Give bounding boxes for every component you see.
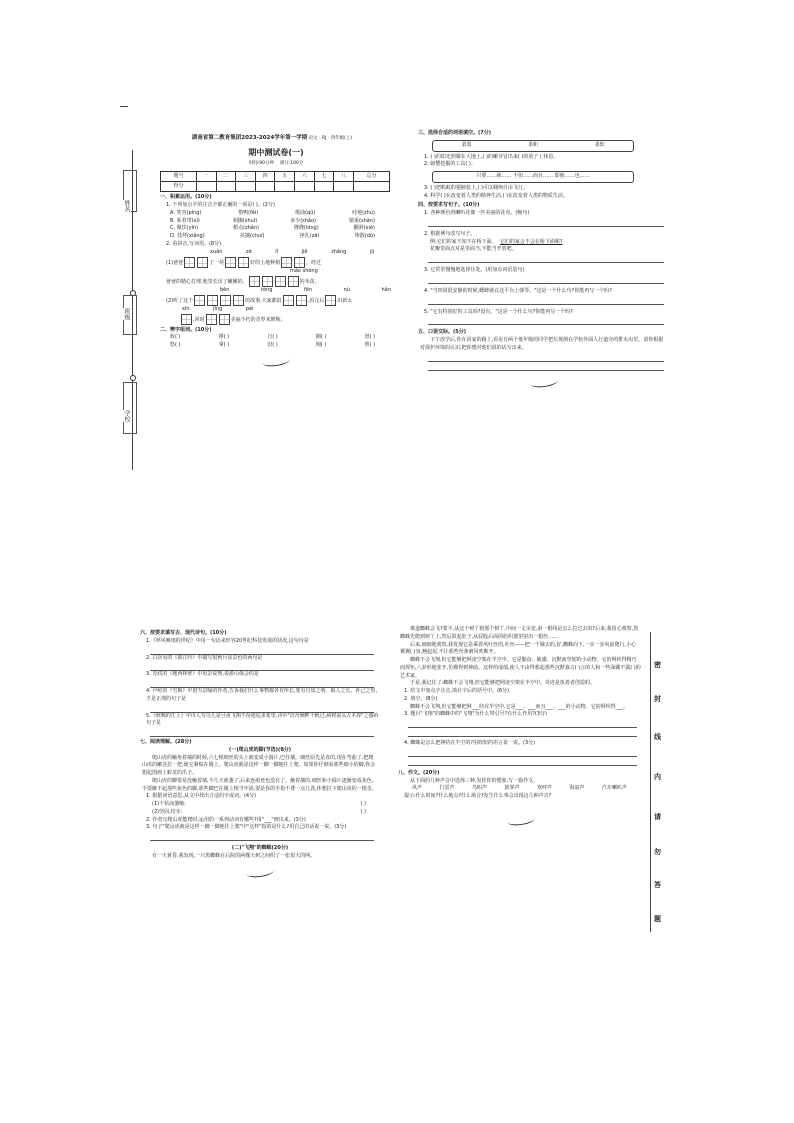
seal-char: 内 <box>654 773 661 781</box>
section-heading: 三、选择合适的词语填空。(7分) <box>418 130 492 136</box>
question: 1.《呼风唤雨的世纪》中用一句话来形容20世纪科技发展的状况,这句诗是 <box>146 637 309 644</box>
fill-line: 爸爸的精心打理,地里长出了嫩嫩的、 的禾苗。 <box>166 276 392 287</box>
passage-paragraph: 蜘蛛不会飞翔,但它能够把网凌空架在半空中。它是勤奋、敏感、沉默而坚韧的小动物。它的网织得精巧而规矩,八卦形地张开,仿佛得到神助。这样的成绩,使人不由得想起那些沉默寡言( )言的人和一些深藏不露( )的艺术家。 <box>400 657 641 679</box>
question: 4. 科学( )在改变着人类的精神生活,( )在改变着人类的物质生活。 <box>424 192 568 199</box>
question: 2. 白居易的《暮江吟》中描写很秋月夜景色的两句是 <box>146 654 263 661</box>
question: 2. 看拼音,写词语。(8分) <box>166 240 222 247</box>
option-row: A. 笑容(píng) 惜鸭(fěi) 歌曲(qū) 哇地(zhú) <box>170 209 375 216</box>
answer-line <box>408 728 637 737</box>
question: 1. ( )的阳光照耀在大地上,( )的嫩芽冒出来( )的放子上休息。 <box>424 153 559 160</box>
answer-line <box>150 832 374 841</box>
sub-question: (2)坚固,结实: ( ) <box>152 808 366 815</box>
question: 3. 句子"爬山虎就是这样一脚一脚地往上爬"中"这样"指的是什么?用自己的话说一说。(3分) <box>146 824 347 831</box>
page-3 <box>140 628 380 1043</box>
question-text: 下午放学后,你在回家的路上,看见有两个低年级的同学把垃圾倒在学校外面人行道旁的排水沟里。请你根据对保护环境的认识,把你想对他们说的话写出来。 <box>420 337 664 351</box>
name-label: 姓名 <box>123 200 130 212</box>
question: 5. "它有特别好的工具吗?没有。"这是一个什么句?你能再写一个吗? <box>424 308 573 315</box>
pinyin-line: máo shèng <box>290 268 318 275</box>
answer-line <box>428 316 664 325</box>
exam-meta: 时间:90分钟 满分:100分 <box>248 161 304 167</box>
question: 3. ( )把蚂蚁的翅膀装上,( )可以翱翔自由飞行。 <box>424 184 528 191</box>
option-row: D. 技拜(xiǎng) 抗擒(chuí) 挣扎(zā) 惨散(dū) <box>170 233 375 240</box>
passage-title: (二)"飞翔"的蜘蛛(20分) <box>231 845 289 851</box>
fill-line: (2)听了这个 的故事,大家都很 ,看完后 出新太 <box>166 295 392 306</box>
section-heading: 八、作文。(20分) <box>398 769 440 776</box>
class-label: 班级 <box>123 308 130 320</box>
answer-line <box>428 254 664 263</box>
question: 3. 题目"飞翔"的蜘蛛中的"飞翔"为什么带引号?有什么作用?(3分) <box>404 711 547 718</box>
composition-prompt: 从下面的几种声音中选择三种,发挥你的想象,写一篇作文。 <box>410 777 539 784</box>
passage-title: (一)爬山虎的脚(节选)(8分) <box>228 746 292 753</box>
question: 2. 作者写爬山虎能爬时,运用的一系列动词有哪些?用"___"画出来。(3分) <box>146 816 306 823</box>
question: 1. 根据词语意思,从文中找出合适的字或词。(4分) <box>146 793 257 800</box>
section-heading: 六、按要求填写古、现代诗句。(10分) <box>140 630 227 636</box>
passage-paragraph: 爬山虎的触角着墙的时候,六七根细丝的头上就变成小圆片,巴住墙。细丝原先是直的,现在弯曲了,把爬山虎的嫩茎拉一把,使它紧贴在墙上。爬山虎就是这样一脚一脚地往上爬。如果你仔细看那些细小的脚,你会想起图画上蛟龙的爪子。 <box>142 754 376 776</box>
option-row: B. 系着带(xì) 相挪(shuǐ) 多少(shǎo) 镇重(shān) <box>170 217 375 224</box>
section-heading: 七、阅读理解。(28分) <box>140 739 192 745</box>
question: 3. 它常常慢慢地选择住处。(用加点词语造句) <box>424 267 525 273</box>
answer-line <box>150 646 374 655</box>
question: 3. 苏轼的《题西林壁》中用景说理,说游山体会的是 <box>146 671 259 678</box>
section-heading: 四、按要求写句子。(10分) <box>418 202 480 209</box>
page-2 <box>418 128 670 498</box>
seal-line <box>650 632 651 932</box>
fill-line: (1)爸爸 了一块 好的土地种植 。经过 <box>166 257 392 268</box>
question: 2. 根据例句改写句子。 <box>424 230 476 237</box>
section-heading: 一、积累运用。(10分) <box>160 194 212 201</box>
page-1 <box>160 134 392 492</box>
answer-line <box>408 757 637 766</box>
word-choices: 只要……就…… 不但……而且…… 即使……也…… <box>432 171 634 183</box>
binding-hole <box>130 375 136 381</box>
page-mark <box>529 375 558 389</box>
exam-header: 湖南省第二教育集团2023-2024学年第一学期 语文 · RJ · 四年级(上) <box>191 135 353 141</box>
page-mark <box>261 354 290 368</box>
seal-char: 请 <box>654 813 661 821</box>
seal-char: 密 <box>654 661 661 669</box>
answer-line <box>428 296 664 305</box>
passage-paragraph: 有一天黄昏,我发现,一只黑蜘蛛在后院的两棵大树之间织了一张很大的网。 <box>152 852 316 859</box>
answer-line <box>150 704 374 713</box>
seal-strip <box>645 632 665 932</box>
seal-char: 答 <box>654 881 661 889</box>
answer-line <box>428 275 664 284</box>
answer-line <box>428 218 664 227</box>
example-text: 例:它们的家不知不在桥下面。 它们的家会不会在桥下面呢? <box>430 238 563 245</box>
exam-title: 期中测试卷(一) <box>248 147 304 157</box>
pinyin-line: bēn téng fēn nù hǎn <box>220 287 391 294</box>
answer-line <box>428 362 664 371</box>
sub-question: (1)干枯而萎缩: ( ) <box>152 801 366 807</box>
answer-line <box>150 728 374 737</box>
answer-line <box>150 679 374 688</box>
question: 4. 卢纶的《雪梅》中借雪景喻的作者,告诉我们什么事物都各有所长,要有自知之明。取人之长、补己之短,才是正理的句子是 <box>146 688 378 702</box>
passage-paragraph: 爬山虎的脚要是没触着墙,不几天就萎了,后来连痕迹也没有了。触着墙的,细丝和小圆片逐渐变成灰色。不要瞧不起那些灰色的脚,那些脚巴在墙上相当牢固,要是你的手指不费一点儿劲,休想拉下爬山虎的一根茎。 <box>142 777 377 792</box>
question: 2. 螃蟹挖掘的工具( )。 <box>424 161 476 168</box>
seal-char: 题 <box>654 915 661 923</box>
question: 4. 蜘蛛是怎么把网结在半空的?用简短的语言说一说。(3分) <box>404 740 536 746</box>
seal-char: 勿 <box>654 848 661 856</box>
score-table: 题号 一 二 三 四 五 六 七 八 总分 得分 <box>160 171 390 192</box>
answer-line <box>408 748 637 757</box>
fill-in-text: 蜘蛛不会飞翔,但它能够把网___结在半空中,它是___、___而且___、___的小动物。它的网织得___。 <box>410 703 629 710</box>
word-choices: 柔弱 柔和 柔软 <box>432 140 634 152</box>
page-mark <box>506 813 535 827</box>
word-row: 悠( ) 拿( ) 旧( ) 刚( ) 帮( ) <box>170 342 375 349</box>
seal-char: 线 <box>654 733 661 741</box>
school-box <box>123 382 137 434</box>
word-row: 攸( ) 撑( ) 日( ) 捌( ) 怒( ) <box>170 334 375 341</box>
passage-paragraph: 于是,我记住了:蜘蛛不会飞翔,但它能够把网凌空架在半空中。奇迹是执着者创造的。 <box>410 680 595 687</box>
pinyin-line: xuǎn zé lǐ jiě zhǎng jū <box>210 248 375 255</box>
page-mark <box>245 865 274 879</box>
passage-paragraph: 难道蜘蛛会飞?要不,从这个树丫到那个树丫,中间一丈余宽,第一根线是怎么拉过去的?后来,我留心观察,黑蜘蛛先爬到树丫上,然后鼓起肚子,从屁股后面的纺织器里射出一根丝…… <box>400 626 639 640</box>
page-4 <box>398 626 643 1038</box>
seal-char: 封 <box>654 695 661 703</box>
pinyin-line: xīn jīng pèi <box>182 305 254 312</box>
scan-mark <box>120 106 128 107</box>
question: 1. 各种颜色的喇叭花像一匹美丽的花布。(缩句) <box>424 210 530 216</box>
question: 5.《秋晚的江上》中诗人写鸟儿是旦夜飞翔不误地追求希望,诗中"沉舟侧畔千帆过,病树前头万木春"之感的句子是 <box>146 712 379 727</box>
composition-hint: 提示:什么时间?什么地点?什么场合?发生什么事会出现这几种声音? <box>404 793 552 799</box>
section-heading: 二、辨字组词。(10分) <box>160 326 212 333</box>
question: 2. 填空。(8分) <box>404 695 438 702</box>
section-heading: 五、口语交际。(5分) <box>418 329 467 336</box>
fill-line: ,同时 美丽不朽的昔罗米修斯。 <box>180 314 392 325</box>
question: 1. 结文中加点字注音,填在字后的括号中。(6分) <box>404 688 510 694</box>
example-text: 花瓣里面点对是里面当,不能当开放吧。 <box>430 246 517 253</box>
sound-options: 风声 打雷声 鸟叫声 鼓掌声 欢呼声 海浪声 汽车喇叭声 <box>412 785 627 792</box>
answer-line <box>428 353 664 362</box>
passage-paragraph: 后来,细细地观察,我发现它是乘着风吐丝的,吐丝——把一个铺去的,好,蜘蛛向下,一步一步向前爬行,小心翼翼( )身,翘起尾,不让那些丝条被风吹断开。 <box>400 641 637 656</box>
binding-strip <box>120 150 150 470</box>
answer-line <box>408 719 637 728</box>
answer-line <box>150 662 374 671</box>
question: 4. "当四周很安静的时候,蟋蟀就在这平台上弹琴。"这是一个什么句?你能再写一个吗? <box>424 287 612 294</box>
school-label: 学校 <box>123 410 130 422</box>
question: 1. 下列加点字的注音全都正确的一项是( )。(2分) <box>166 202 275 209</box>
option-row: C. 聚饮(yǐn) 稻点(zhǎn) 隆隆(lóng) 翻斜(xié) <box>170 225 375 232</box>
